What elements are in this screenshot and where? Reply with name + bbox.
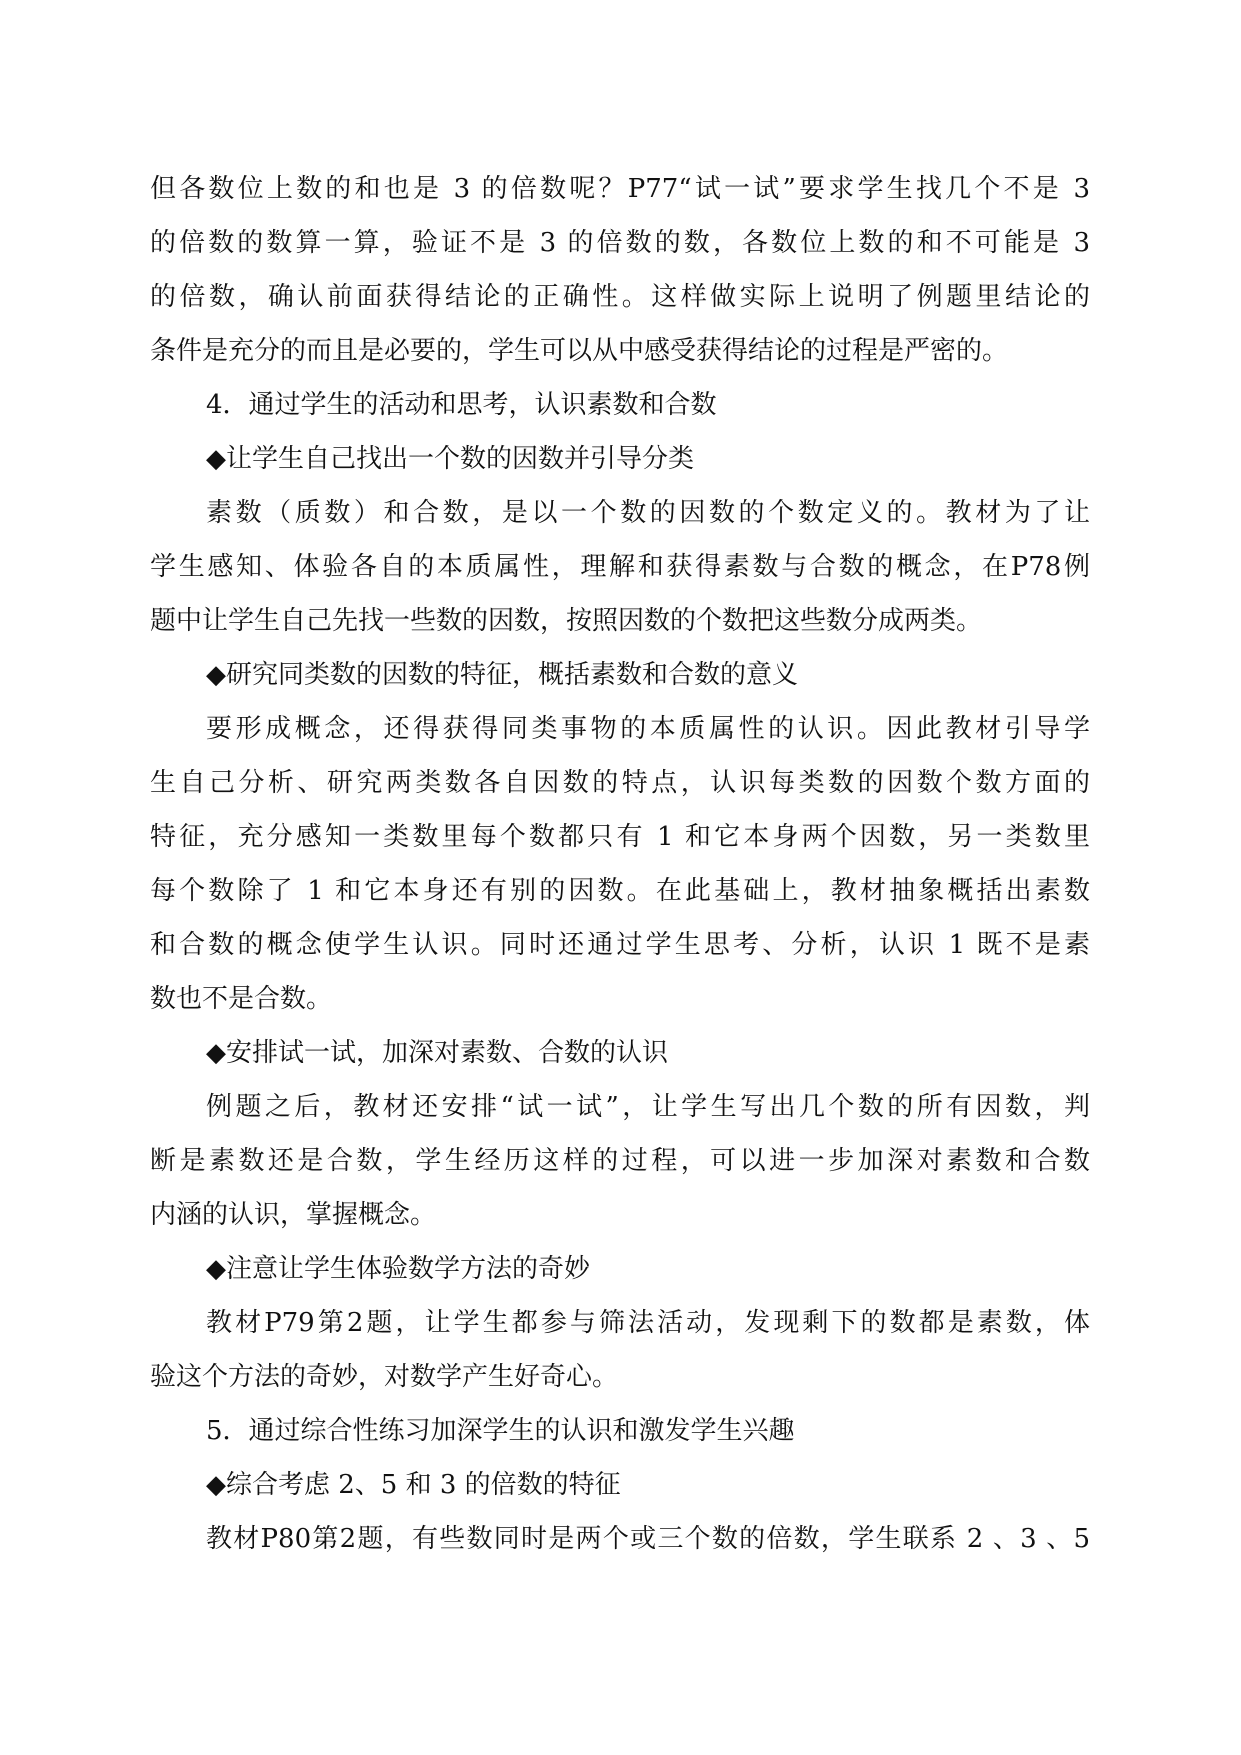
text-line: 的倍数的数算一算，验证不是 3 的倍数的数，各数位上数的和不可能是 3 <box>150 228 1090 258</box>
text-line: 学生感知、体验各自的本质属性，理解和获得素数与合数的概念，在P78例 <box>150 552 1090 582</box>
paragraph-first-line: 例题之后，教材还安排“试一试”，让学生写出几个数的所有因数，判 <box>206 1092 1090 1122</box>
text-line: 断是素数还是合数，学生经历这样的过程，可以进一步加深对素数和合数 <box>150 1146 1090 1176</box>
paragraph-first-line: 教材P79第2题，让学生都参与筛法活动，发现剩下的数都是素数，体 <box>206 1308 1090 1338</box>
subsection-heading: ◆综合考虑 2、5 和 3 的倍数的特征 <box>206 1470 621 1500</box>
section-heading: 4．通过学生的活动和思考，认识素数和合数 <box>206 390 717 420</box>
text-line: 题中让学生自己先找一些数的因数，按照因数的个数把这些数分成两类。 <box>150 606 983 636</box>
subsection-heading: ◆注意让学生体验数学方法的奇妙 <box>206 1254 590 1284</box>
text-line: 的倍数，确认前面获得结论的正确性。这样做实际上说明了例题里结论的 <box>150 282 1090 312</box>
subsection-heading: ◆让学生自己找出一个数的因数并引导分类 <box>206 444 694 474</box>
text-line: 验这个方法的奇妙，对数学产生好奇心。 <box>150 1362 619 1392</box>
text-line: 特征，充分感知一类数里每个数都只有 1 和它本身两个因数，另一类数里 <box>150 822 1090 852</box>
text-line: 和合数的概念使学生认识。同时还通过学生思考、分析，认识 1 既不是素 <box>150 930 1090 960</box>
paragraph-first-line: 要形成概念，还得获得同类事物的本质属性的认识。因此教材引导学 <box>206 714 1090 744</box>
text-line: 数也不是合数。 <box>150 984 333 1014</box>
text-line: 内涵的认识，掌握概念。 <box>150 1200 437 1230</box>
paragraph-first-line: 教材P80第2题，有些数同时是两个或三个数的倍数，学生联系 2 、3 、5 <box>206 1524 1090 1554</box>
subsection-heading: ◆研究同类数的因数的特征，概括素数和合数的意义 <box>206 660 798 690</box>
section-heading: 5．通过综合性练习加深学生的认识和激发学生兴趣 <box>206 1416 795 1446</box>
paragraph-first-line: 素数（质数）和合数，是以一个数的因数的个数定义的。教材为了让 <box>206 498 1090 528</box>
text-line: 条件是充分的而且是必要的，学生可以从中感受获得结论的过程是严密的。 <box>150 336 1009 366</box>
text-line: 但各数位上数的和也是 3 的倍数呢？P77“试一试”要求学生找几个不是 3 <box>150 174 1090 204</box>
subsection-heading: ◆安排试一试，加深对素数、合数的认识 <box>206 1038 668 1068</box>
text-line: 生自己分析、研究两类数各自因数的特点，认识每类数的因数个数方面的 <box>150 768 1090 798</box>
text-line: 每个数除了 1 和它本身还有别的因数。在此基础上，教材抽象概括出素数 <box>150 876 1090 906</box>
document-page <box>150 162 1090 1566</box>
